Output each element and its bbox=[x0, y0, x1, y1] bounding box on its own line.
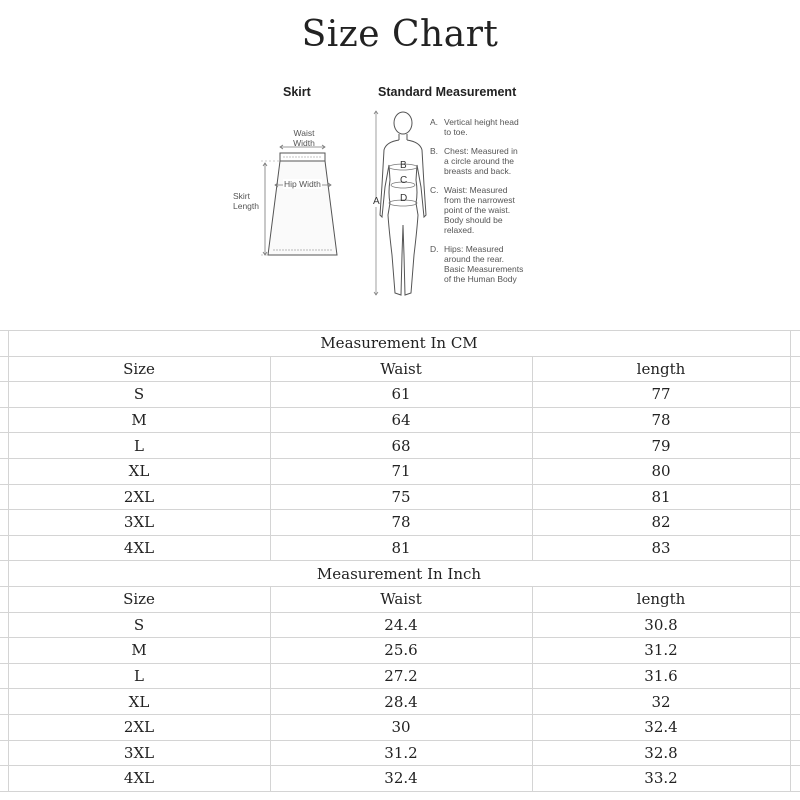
table-cell: S bbox=[8, 612, 270, 638]
letter-c: C bbox=[400, 175, 408, 186]
table-cell: 31.2 bbox=[270, 740, 532, 766]
letter-a: A bbox=[373, 196, 380, 207]
table-cell: 82 bbox=[532, 510, 790, 536]
size-table bbox=[0, 330, 800, 792]
table-cell: 4XL bbox=[8, 766, 270, 792]
column-header: Size bbox=[8, 356, 270, 382]
table-cell: XL bbox=[8, 689, 270, 715]
table-cell: 79 bbox=[532, 433, 790, 459]
table-cell: 32 bbox=[532, 689, 790, 715]
table-caption: Measurement In Inch bbox=[8, 561, 790, 587]
table-cell: L bbox=[8, 663, 270, 689]
table-cell: 81 bbox=[270, 535, 532, 561]
table-cell: 4XL bbox=[8, 535, 270, 561]
note-c: C. Waist: Measured from the narrowest point of the waist. Body should be relaxed. bbox=[430, 185, 515, 235]
table-row bbox=[0, 612, 800, 638]
table-cell: 64 bbox=[270, 407, 532, 433]
table-cell: 80 bbox=[532, 458, 790, 484]
column-header: length bbox=[532, 586, 790, 612]
measurement-notes bbox=[430, 117, 550, 293]
table-cell: 24.4 bbox=[270, 612, 532, 638]
table-row bbox=[0, 433, 800, 459]
table-cell: 2XL bbox=[8, 484, 270, 510]
note-a: A. Vertical height head to toe. bbox=[430, 117, 519, 137]
table-caption-row bbox=[0, 331, 800, 357]
note-d: D. Hips: Measured around the rear. Basic Measurements of the Human Body bbox=[430, 244, 524, 284]
hip-width-label: Hip Width bbox=[284, 179, 321, 189]
table-cell: 75 bbox=[270, 484, 532, 510]
table-cell: L bbox=[8, 433, 270, 459]
table-cell: 71 bbox=[270, 458, 532, 484]
table-row bbox=[0, 689, 800, 715]
letter-d: D bbox=[400, 193, 408, 204]
measurement-figure bbox=[225, 75, 555, 315]
table-row bbox=[0, 663, 800, 689]
column-header: length bbox=[532, 356, 790, 382]
table-cell: 31.6 bbox=[532, 663, 790, 689]
column-header: Size bbox=[8, 586, 270, 612]
table-cell: 83 bbox=[532, 535, 790, 561]
waist-width-label-line1: Waist bbox=[293, 128, 315, 138]
table-cell: 33.2 bbox=[532, 766, 790, 792]
letter-b: B bbox=[400, 160, 407, 171]
table-cell: M bbox=[8, 407, 270, 433]
table-cell: S bbox=[8, 382, 270, 408]
table-cell: 78 bbox=[532, 407, 790, 433]
table-cell: M bbox=[8, 638, 270, 664]
table-header-row bbox=[0, 586, 800, 612]
table-header-row bbox=[0, 356, 800, 382]
table-caption: Measurement In CM bbox=[8, 331, 790, 357]
table-cell: 30.8 bbox=[532, 612, 790, 638]
table-cell: 28.4 bbox=[270, 689, 532, 715]
table-row bbox=[0, 407, 800, 433]
table-cell: 31.2 bbox=[532, 638, 790, 664]
table-cell: 61 bbox=[270, 382, 532, 408]
table-cell: 32.8 bbox=[532, 740, 790, 766]
skirt-length-label-line2: Length bbox=[233, 201, 259, 211]
standard-measurement-heading: Standard Measurement bbox=[378, 85, 517, 99]
table-cell: 77 bbox=[532, 382, 790, 408]
table-cell: 32.4 bbox=[270, 766, 532, 792]
table-row bbox=[0, 535, 800, 561]
table-row bbox=[0, 510, 800, 536]
table-cell: 68 bbox=[270, 433, 532, 459]
table-caption-row bbox=[0, 561, 800, 587]
skirt-length-label-line1: Skirt bbox=[233, 191, 250, 201]
table-row bbox=[0, 638, 800, 664]
column-header: Waist bbox=[270, 586, 532, 612]
table-cell: 3XL bbox=[8, 740, 270, 766]
column-header: Waist bbox=[270, 356, 532, 382]
table-row bbox=[0, 458, 800, 484]
page-title: Size Chart bbox=[301, 14, 499, 55]
table-row bbox=[0, 740, 800, 766]
table-cell: 78 bbox=[270, 510, 532, 536]
table-row bbox=[0, 714, 800, 740]
table-cell: 30 bbox=[270, 714, 532, 740]
table-cell: 81 bbox=[532, 484, 790, 510]
size-table-body bbox=[0, 331, 800, 792]
table-cell: 25.6 bbox=[270, 638, 532, 664]
table-row bbox=[0, 766, 800, 792]
note-b: B. Chest: Measured in a circle around the breasts and back. bbox=[430, 146, 518, 176]
table-cell: XL bbox=[8, 458, 270, 484]
table-cell: 32.4 bbox=[532, 714, 790, 740]
table-row bbox=[0, 484, 800, 510]
table-cell: 2XL bbox=[8, 714, 270, 740]
table-row bbox=[0, 382, 800, 408]
skirt-heading: Skirt bbox=[283, 85, 311, 99]
table-cell: 3XL bbox=[8, 510, 270, 536]
waist-width-label-line2: Width bbox=[293, 138, 315, 148]
table-cell: 27.2 bbox=[270, 663, 532, 689]
